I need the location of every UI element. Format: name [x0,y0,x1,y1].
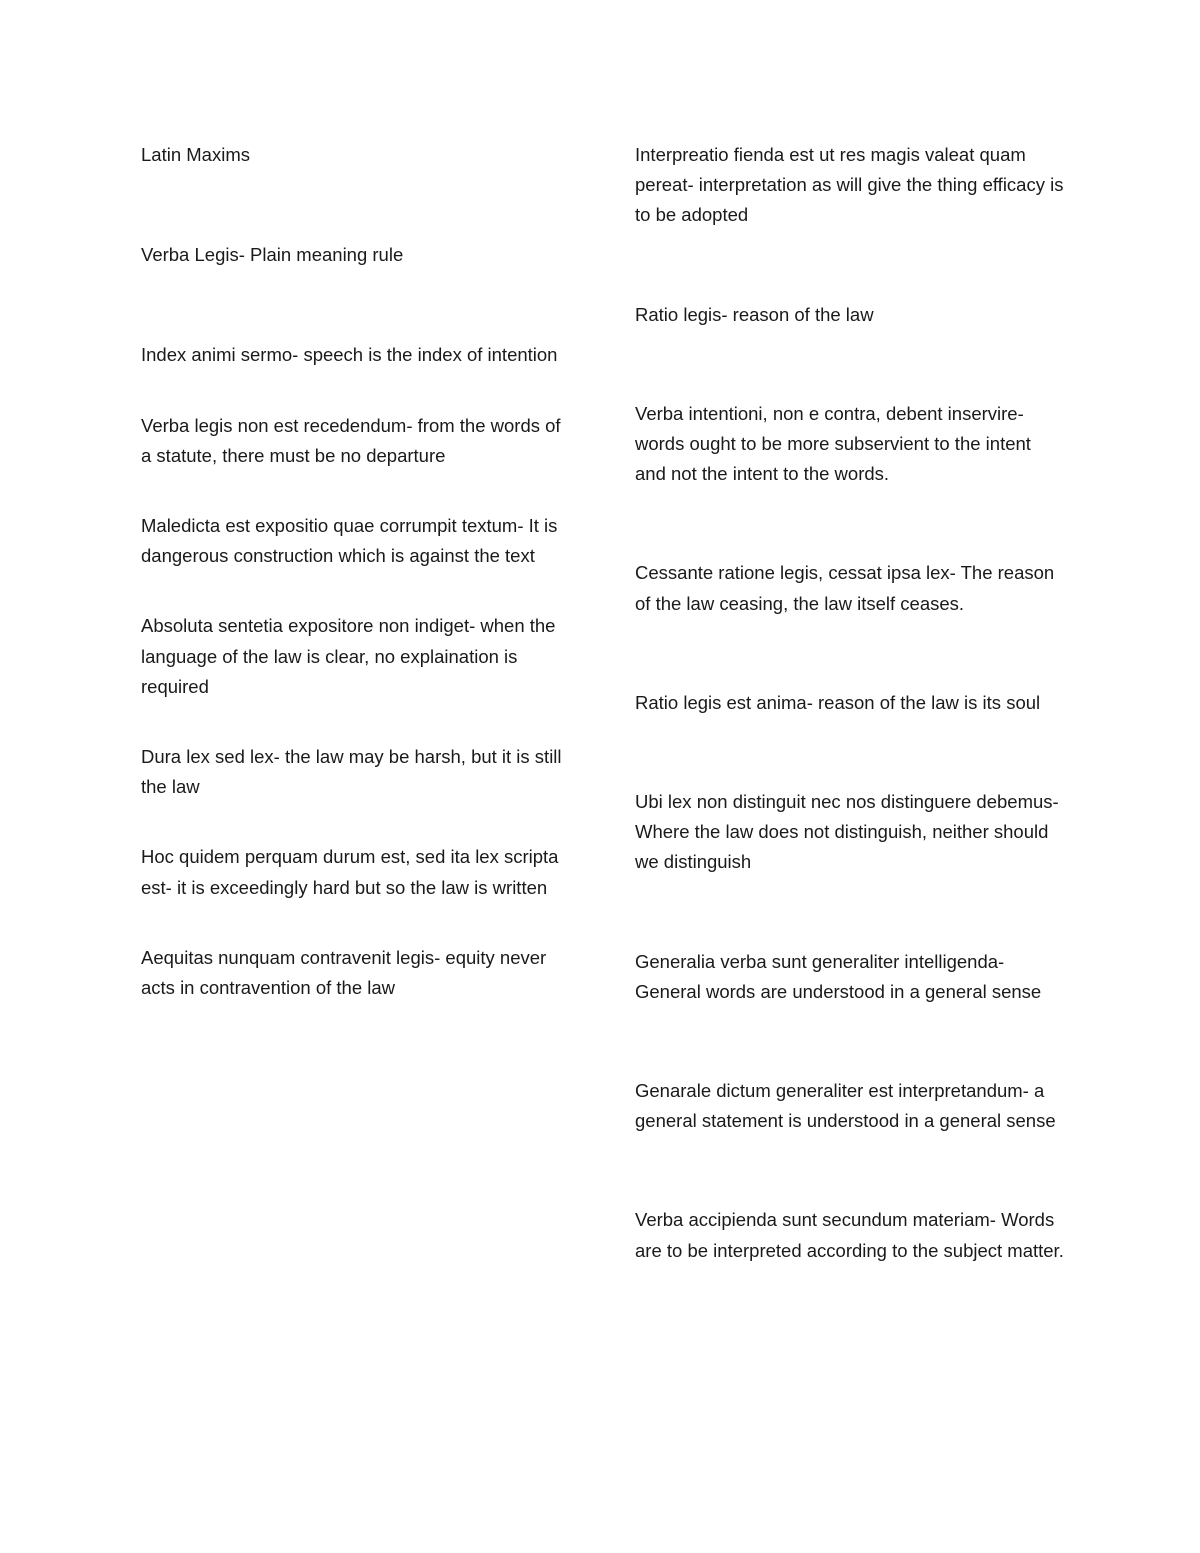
maxim-paragraph: Verba Legis- Plain meaning rule [141,244,404,266]
maxim-paragraph: Genarale dictum generaliter est interpretandum- a general statement is understood in a general sense [635,1080,1056,1132]
maxim-paragraph: Verba intentioni, non e contra, debent inservire- words ought to be more subservient to the intent and not the intent to the words. [635,402,1031,485]
maxim-paragraph: Index animi sermo- speech is the index of intention [141,344,558,366]
maxim-paragraph: Aequitas nunquam contravenit legis- equity never acts in contravention of the law [141,946,547,999]
maxim-paragraph: Interpreatio fienda est ut res magis valeat quam pereat- interpretation as will give the thing efficacy is to be adopted [635,144,1064,226]
maxim-paragraph: Hoc quidem perquam durum est, sed ita lex scripta est- it is exceedingly hard but so the law is written [141,846,559,898]
left-column [141,140,571,1043]
document-title: Latin Maxims [141,144,250,165]
maxim-paragraph: Ubi lex non distinguit nec nos distinguere debemus- Where the law does not distinguish, neither should we distinguish [635,791,1059,873]
maxim-paragraph: Verba accipienda sunt secundum materiam- Words are to be interpreted according to the subject matter. [635,1209,1064,1261]
right-column [635,140,1065,1335]
maxim-paragraph: Generalia verba sunt generaliter intelligenda- General words are understood in a general sense [635,950,1042,1002]
maxim-paragraph: Ratio legis est anima- reason of the law is its soul [635,691,1041,713]
maxim-paragraph: Cessante ratione legis, cessat ipsa lex- The reason of the law ceasing, the law itself ceases. [635,562,1055,614]
maxim-paragraph: Maledicta est expositio quae corrumpit textum- It is dangerous construction which is against the text [141,515,558,567]
maxim-paragraph: Dura lex sed lex- the law may be harsh, but it is still the law [141,746,562,798]
maxim-paragraph: Verba legis non est recedendum- from the words of a statute, there must be no departure [141,414,561,466]
maxim-paragraph: Ratio legis- reason of the law [635,303,874,325]
maxim-paragraph: Absoluta sentetia expositore non indiget- when the language of the law is clear, no explaination is required [141,615,556,697]
